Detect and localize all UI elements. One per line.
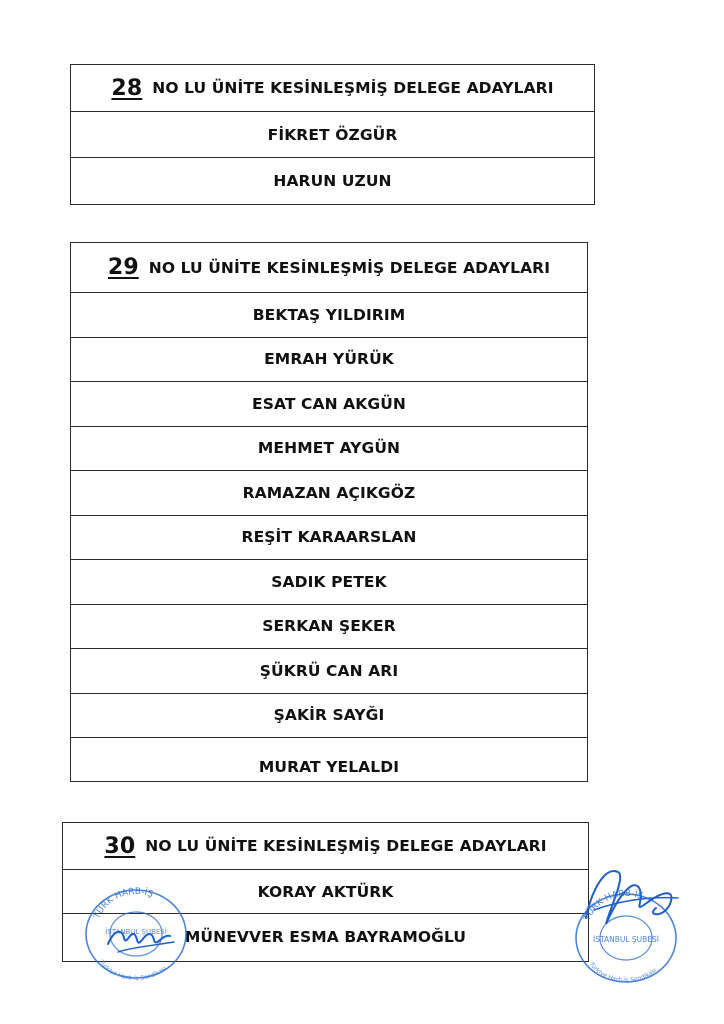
unit-29-header <box>71 243 587 293</box>
unit-title: NO LU ÜNİTE KESİNLEŞMİŞ DELEGE ADAYLARI <box>152 79 554 97</box>
candidate-name: ESAT CAN AKGÜN <box>252 394 406 413</box>
svg-text:İSTANBUL ŞUBESİ: İSTANBUL ŞUBESİ <box>105 928 167 936</box>
unit-30-header <box>63 823 588 870</box>
candidate-name: BEKTAŞ YILDIRIM <box>252 305 406 324</box>
candidate-row <box>71 560 587 605</box>
candidate-row <box>71 649 587 694</box>
candidate-row <box>71 605 587 650</box>
candidate-row <box>71 382 587 427</box>
unit-28-header <box>71 65 594 112</box>
candidate-name: MEHMET AYGÜN <box>257 439 401 458</box>
candidate-name: RAMAZAN AÇIKGÖZ <box>242 483 416 502</box>
right-stamp-seal <box>566 858 690 988</box>
candidate-row <box>71 516 587 561</box>
candidate-name: KORAY AKTÜRK <box>257 882 394 901</box>
candidate-row <box>71 158 594 204</box>
candidate-name: ŞÜKRÜ CAN ARI <box>259 661 399 680</box>
left-stamp-seal <box>78 882 194 982</box>
svg-text:Türkiye Harb-İş Sendikası: Türkiye Harb-İş Sendikası <box>97 959 169 982</box>
unit-number: 30 <box>104 833 136 859</box>
candidate-name: MÜNEVVER ESMA BAYRAMOĞLU <box>184 928 467 946</box>
candidate-name: REŞİT KARAARSLAN <box>241 528 417 547</box>
candidate-name: FİKRET ÖZGÜR <box>267 125 398 144</box>
candidate-name: ŞAKİR SAYĞI <box>273 706 385 725</box>
candidate-row <box>71 738 587 782</box>
unit-number: 28 <box>111 75 143 101</box>
svg-text:Türkiye Harb-İş Sendikası: Türkiye Harb-İş Sendikası <box>587 961 659 985</box>
candidate-row <box>71 471 587 516</box>
candidate-name: EMRAH YÜRÜK <box>264 350 394 369</box>
candidate-row <box>71 112 594 158</box>
unit-29-table <box>70 242 588 782</box>
candidate-name: SERKAN ŞEKER <box>262 617 396 636</box>
svg-text:İSTANBUL ŞUBESİ: İSTANBUL ŞUBESİ <box>592 935 660 944</box>
candidate-name: MURAT YELALDI <box>258 758 400 776</box>
unit-28-table <box>70 64 595 205</box>
svg-text:TÜRK HARB-İŞ: TÜRK HARB-İŞ <box>92 886 155 921</box>
candidate-row <box>71 338 587 383</box>
unit-title: NO LU ÜNİTE KESİNLEŞMİŞ DELEGE ADAYLARI <box>148 258 551 277</box>
candidate-row <box>71 427 587 472</box>
candidate-name: SADIK PETEK <box>271 572 387 591</box>
candidate-row <box>71 694 587 739</box>
unit-title: NO LU ÜNİTE KESİNLEŞMİŞ DELEGE ADAYLARI <box>145 837 547 855</box>
candidate-row <box>71 293 587 338</box>
unit-number: 29 <box>107 255 139 280</box>
svg-text:TÜRK HARB-İŞ: TÜRK HARB-İŞ <box>582 888 645 923</box>
candidate-name: HARUN UZUN <box>273 172 392 190</box>
